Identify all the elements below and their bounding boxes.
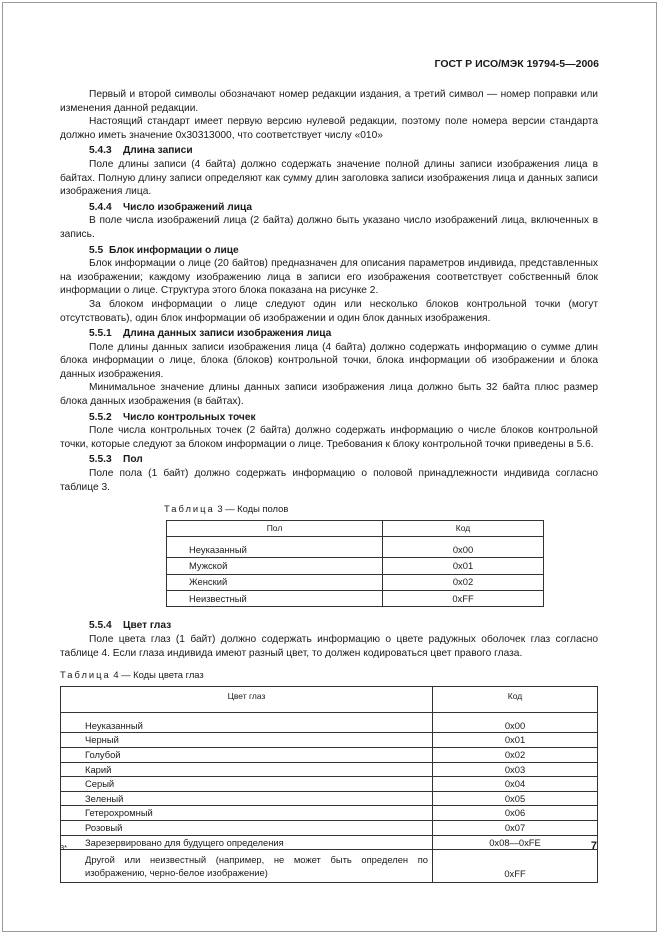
- paragraph: Первый и второй символы обозначают номер редакции издания, а третий символ — номер поправки или изменения данной редакции.: [60, 89, 598, 114]
- table-3-gender-codes: [166, 520, 544, 608]
- table-row: Карий 0x03: [61, 762, 598, 777]
- section-heading-5-5-2: 5.5.2 Число контрольных точек: [89, 411, 256, 423]
- table-4-caption: Таблица 4 — Коды цвета глаз: [60, 669, 204, 681]
- paragraph: Поле длины данных записи изображения лица (4 байта) должно содержать информацию о сумме длин блока информации о лице, блока (блоков) контрольной точки, блока информации об изображении и блока данных изображения.: [60, 341, 598, 380]
- paragraph: Поле длины записи (4 байта) должно содержать значение полной длины записи изображения лица в байтах. Полную длину записи определяют как сумму длин заголовка записи изображения лица и данных записи изображения лица.: [60, 158, 598, 198]
- table-row: Неуказанный 0x00: [167, 536, 544, 557]
- table-row: Другой или неизвестный (например, не может быть определен по изображению, черно-белое изображение) 0xFF: [61, 850, 598, 883]
- table-row: Зарезервировано для будущего определения 0x08—0xFE: [61, 835, 598, 850]
- paragraph: Поле пола (1 байт) должно содержать информацию о половой принадлежности индивида согласно таблице 3.: [60, 468, 598, 493]
- paragraph: В поле числа изображений лица (2 байта) должно быть указано число изображений лица, включенных в запись.: [60, 215, 598, 240]
- paragraph: Поле числа контрольных точек (2 байта) должно содержать информацию о числе блоков контрольной точки, которые следуют за блоком информации о лице. Требования к блоку контрольной точки приведены в 5.6.: [60, 425, 598, 450]
- column-header-eye-color: Цвет глаз: [61, 686, 433, 712]
- paragraph: За блоком информации о лице следуют один или несколько блоков контрольной точки (могут отсутствовать), один блок информации об изображении и один блок данных изображения.: [60, 298, 598, 324]
- paragraph: Настоящий стандарт имеет первую версию нулевой редакции, поэтому поле номера версии стандарта должно иметь значение 0x30313000, что соответствует числу «010»: [60, 116, 598, 141]
- table-row: Женский 0x02: [167, 574, 544, 590]
- paragraph: Поле цвета глаз (1 байт) должно содержать информацию о цвете радужных оболочек глаз согласно таблице 4. Если глаза индивида имеют разный цвет, то должен кодироваться цвет правого глаза.: [60, 633, 598, 659]
- table-row: Серый 0x04: [61, 777, 598, 792]
- section-heading-5-5-3: 5.5.3 Пол: [89, 454, 143, 466]
- section-heading-5-5-4: 5.5.4 Цвет глаз: [89, 620, 172, 632]
- column-header-code: Код: [383, 520, 544, 536]
- document-body: [60, 88, 598, 883]
- table-4-eye-color-codes: [60, 686, 598, 883]
- section-heading-5-5: 5.5 Блок информации о лице: [89, 244, 239, 256]
- section-heading-5-4-3: 5.4.3 Длина записи: [89, 145, 193, 157]
- table-row: Черный 0x01: [61, 733, 598, 748]
- page-number: 7: [590, 840, 597, 852]
- paragraph: Блок информации о лице (20 байтов) предназначен для описания параметров индивида, представленных на изображении; каждому изображению лица в записи его изображения соответствует собственный блок информации о лице. Структура этого блока показана на рисунке 2.: [60, 258, 598, 297]
- table-row: Мужской 0x01: [167, 558, 544, 574]
- section-heading-5-4-4: 5.4.4 Число изображений лица: [89, 201, 253, 213]
- table-row: Неуказанный 0x00: [61, 712, 598, 733]
- table-row: Розовый 0x07: [61, 820, 598, 835]
- table-row: Неизвестный 0xFF: [167, 590, 544, 606]
- table-row: Гетерохромный 0x06: [61, 806, 598, 821]
- table-row: Голубой 0x02: [61, 747, 598, 762]
- section-heading-5-5-1: 5.5.1 Длина данных записи изображения лица: [89, 328, 332, 340]
- paragraph: Минимальное значение длины данных записи изображения лица должно быть 32 байта плюс размер блока данных изображения (в байтах).: [60, 382, 598, 408]
- column-header-gender: Пол: [167, 520, 383, 536]
- table-row: Зеленый 0x05: [61, 791, 598, 806]
- standard-header: ГОСТ Р ИСО/МЭК 19794-5—2006: [434, 58, 599, 70]
- table-3-caption: Таблица 3 — Коды полов: [164, 503, 289, 515]
- column-header-code: Код: [433, 686, 598, 712]
- sheet-mark: 3*: [60, 843, 68, 852]
